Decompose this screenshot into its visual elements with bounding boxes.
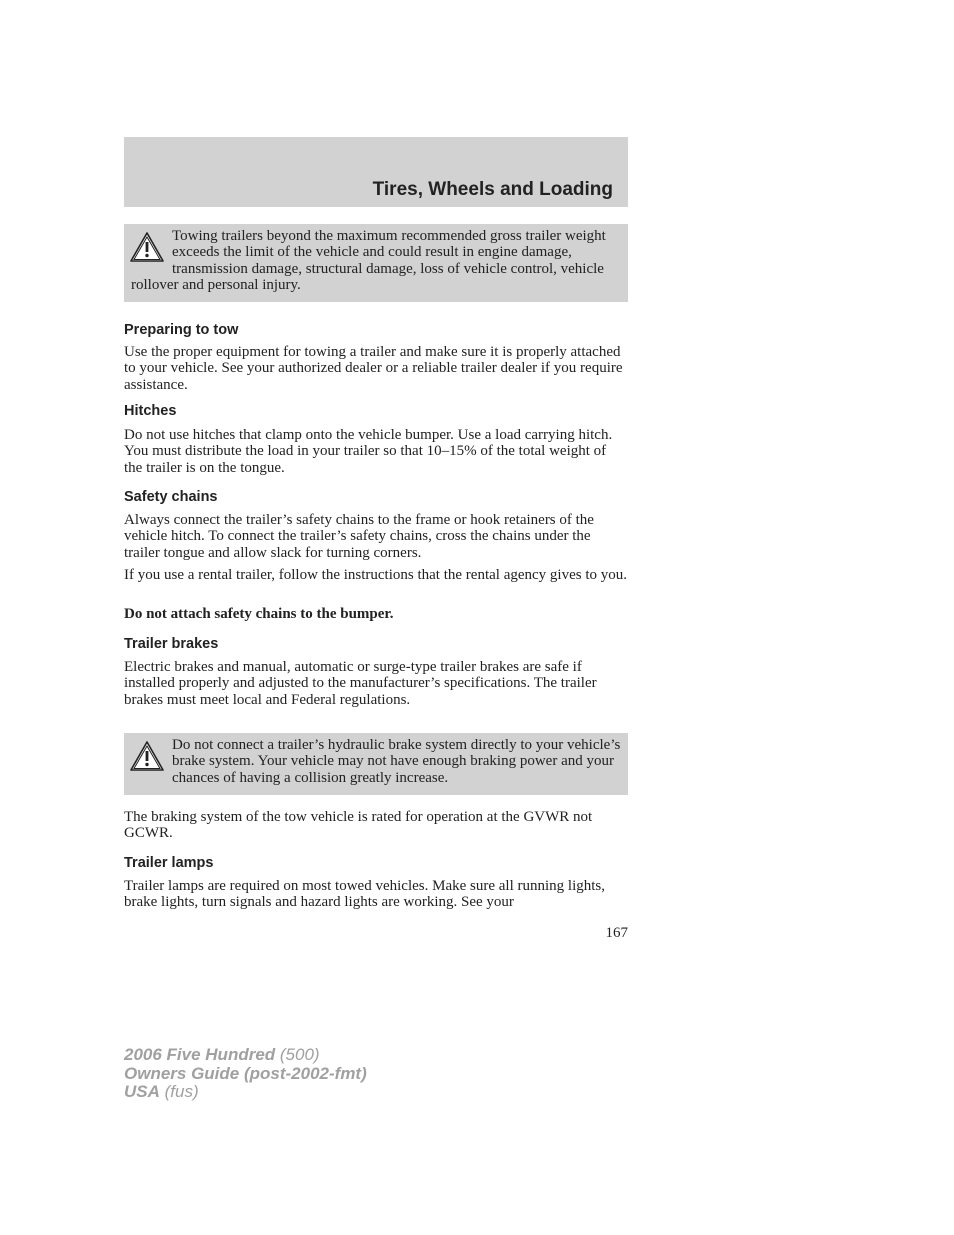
footer-guide-line: Owners Guide (post-2002-fmt) [124, 1063, 367, 1083]
paragraph-safety-chains-connect: Always connect the trailer’s safety chains to the frame or hook retainers of the vehicle hitch. To connect the trailer’s safety chains, cross the chains under the trailer tongue and allow slack for turning corners. [124, 512, 594, 561]
footer-market-line: USA (fus) [124, 1082, 199, 1101]
warning-box-towing-limit [124, 224, 628, 302]
warning-triangle-icon [129, 739, 165, 773]
heading-trailer-lamps: Trailer lamps [124, 855, 214, 871]
paragraph-rental-trailer: If you use a rental trailer, follow the instructions that the rental agency gives to you. [124, 567, 627, 583]
page-number: 167 [605, 925, 628, 941]
section-header-bar [124, 137, 628, 207]
heading-hitches: Hitches [124, 403, 177, 419]
document-footer [124, 1046, 367, 1102]
warning-triangle-icon [129, 230, 165, 264]
paragraph-trailer-lamps: Trailer lamps are required on most towed vehicles. Make sure all running lights, brake lights, turn signals and hazard lights are working. See your [124, 878, 606, 911]
footer-model-line: 2006 Five Hundred (500) [124, 1045, 320, 1064]
paragraph-preparing-to-tow: Use the proper equipment for towing a trailer and make sure it is properly attached to your vehicle. See your authorized dealer or a reliable trailer dealer if you require assistance. [124, 344, 623, 393]
heading-trailer-brakes: Trailer brakes [124, 636, 219, 652]
warning-text: Do not connect a trailer’s hydraulic brake system directly to your vehicle’s brake system. Your vehicle may not have enough braking power and your chances of having a collision greatly increase. [172, 737, 621, 786]
paragraph-bumper-notice: Do not attach safety chains to the bumper. [124, 606, 394, 622]
paragraph-hitches: Do not use hitches that clamp onto the vehicle bumper. Use a load carrying hitch. You must distribute the load in your trailer so that 10–15% of the total weight of the trailer is on the tongue. [124, 427, 613, 476]
warning-text: Towing trailers beyond the maximum recommended gross trailer weight exceeds the limit of the vehicle and could result in engine damage, transmission damage, structural damage, loss of vehicle control, vehicle rollover and personal injury. [131, 228, 606, 294]
paragraph-trailer-brakes: Electric brakes and manual, automatic or surge-type trailer brakes are safe if installed properly and adjusted to the manufacturer’s specifications. The trailer brakes must meet local and Federal regulations. [124, 659, 597, 708]
paragraph-braking-system-rating: The braking system of the tow vehicle is rated for operation at the GVWR not GCWR. [124, 809, 593, 842]
heading-preparing-to-tow: Preparing to tow [124, 322, 239, 338]
page-title: Tires, Wheels and Loading [372, 179, 613, 200]
warning-box-hydraulic-brakes [124, 733, 628, 795]
heading-safety-chains: Safety chains [124, 489, 218, 505]
